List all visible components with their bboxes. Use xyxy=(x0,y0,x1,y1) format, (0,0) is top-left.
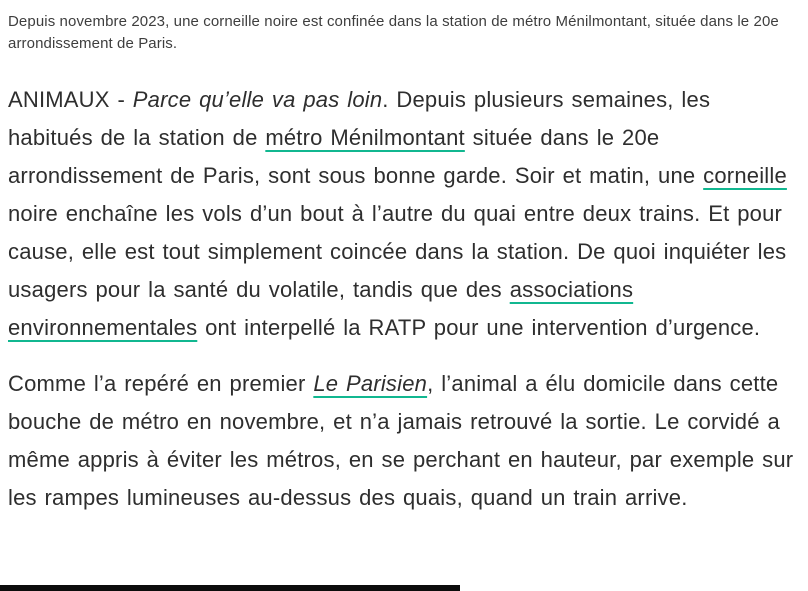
text-run: . Depuis plusieurs semaines, les habitués de la station de xyxy=(8,87,711,150)
article-body xyxy=(8,81,794,517)
text-run: Comme l’a repéré en premier xyxy=(8,371,314,396)
article-paragraph xyxy=(8,365,794,517)
image-caption: Depuis novembre 2023, une corneille noire est confinée dans la station de métro Ménilmontant, située dans le 20e arrondissement de Paris. xyxy=(8,13,779,52)
inline-link[interactable]: corneille xyxy=(703,163,787,188)
inline-link[interactable]: associations environnementales xyxy=(8,277,634,340)
text-run: noire enchaîne les vols d’un bout à l’autre du quai entre deux trains. Et pour cause, elle est tout simplement coincée dans la station. De quoi inquiéter les usagers pour la santé du volatile, tandis que des xyxy=(8,201,787,302)
text-run: ANIMAUX - xyxy=(8,87,133,112)
article-paragraph xyxy=(8,81,794,347)
text-run: ont interpellé la RATP pour une intervention d’urgence. xyxy=(197,315,761,340)
text-run: Parce qu’elle va pas loin xyxy=(132,87,383,112)
inline-link[interactable]: Le Parisien xyxy=(313,371,428,396)
text-run: , l’animal a élu domicile dans cette bouche de métro en novembre, et n’a jamais retrouvé la sortie. Le corvidé a même appris à éviter les métros, en se perchant en hauteur, par exemple sur les rampes lumineuses au-dessus des quais, quand un train arrive. xyxy=(8,371,794,510)
media-embed-edge xyxy=(0,585,460,591)
inline-link[interactable]: métro Ménilmontant xyxy=(265,125,465,150)
text-run: située dans le 20e arrondissement de Paris, sont sous bonne garde. Soir et matin, une xyxy=(8,125,704,188)
